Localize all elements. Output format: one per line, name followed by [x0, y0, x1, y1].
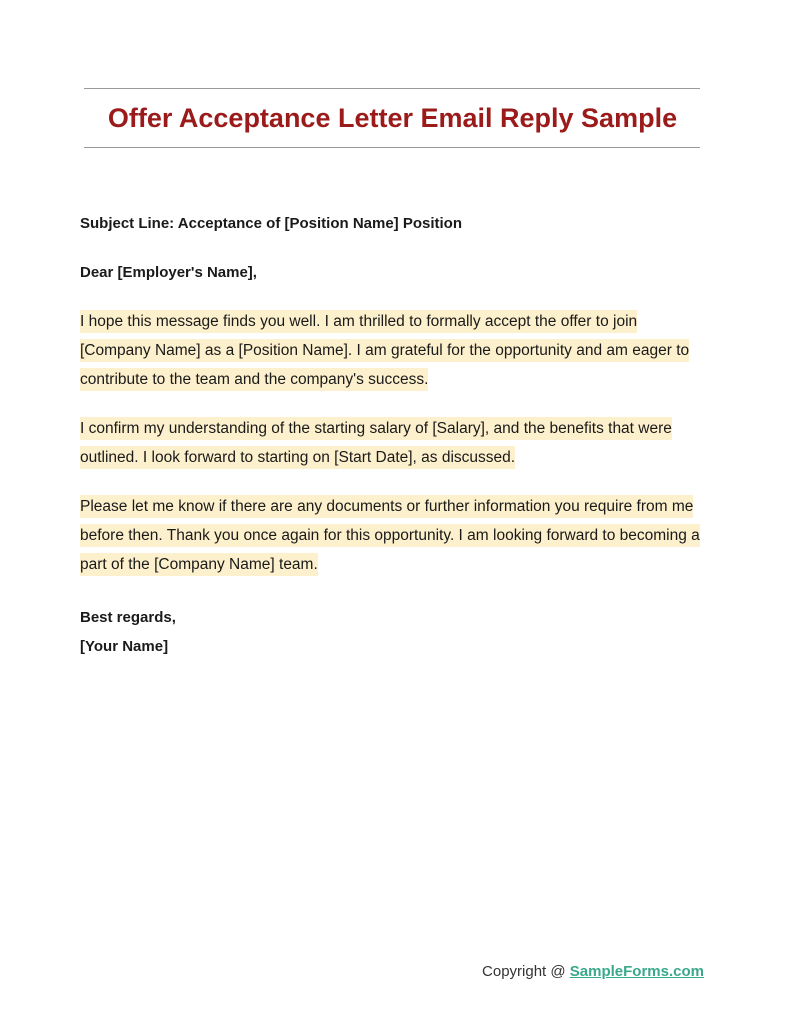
body-paragraph-3 — [80, 492, 710, 579]
page-title: Offer Acceptance Letter Email Reply Sample — [107, 103, 678, 133]
signature-name: [Your Name] — [80, 638, 169, 655]
closing-line: Best regards, — [80, 609, 176, 626]
brand-link[interactable]: SampleForms.com — [569, 963, 704, 980]
subject-line: Subject Line: Acceptance of [Position Name] Position — [80, 215, 462, 232]
copyright-footer — [482, 962, 704, 982]
closing-block — [80, 603, 176, 661]
body-paragraph-2-text: I confirm my understanding of the starting salary of [Salary], and the benefits that were outlined. I look forward to starting on [Start Date], as discussed. — [80, 417, 672, 469]
title-bottom-rule — [84, 147, 700, 148]
body-paragraph-2 — [80, 414, 710, 472]
body-paragraph-3-text: Please let me know if there are any documents or further information you require from me before then. Thank you once again for this opportunity. I am looking forward to becoming a part of the [Company Name] team. — [80, 495, 700, 576]
body-paragraph-1-text: I hope this message finds you well. I am thrilled to formally accept the offer to join [Company Name] as a [Position Name]. I am grateful for the opportunity and am eager to contribute to the team and the company's success. — [80, 310, 689, 391]
title-top-rule — [84, 88, 700, 89]
copyright-prefix: Copyright @ — [482, 963, 570, 980]
salutation: Dear [Employer's Name], — [80, 264, 257, 281]
body-paragraph-1 — [80, 307, 710, 394]
